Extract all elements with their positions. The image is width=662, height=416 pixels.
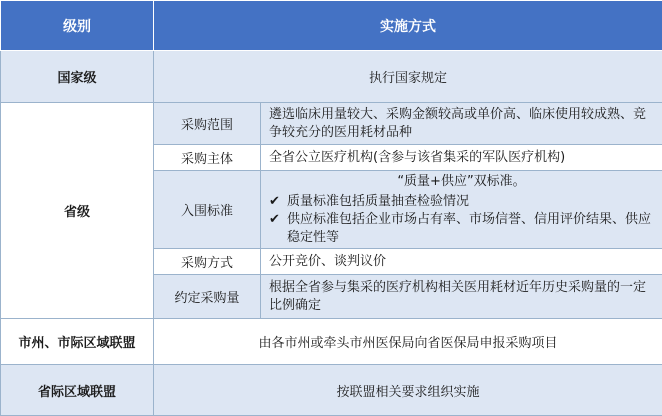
- sub-detail-criteria: [261, 171, 662, 249]
- method-city: 由各市州或牵头市州医保局向省医保局申报采购项目: [154, 319, 662, 365]
- row-provincial-scope: [1, 103, 662, 145]
- header-level: 级别: [1, 1, 154, 51]
- row-national: [1, 51, 662, 103]
- criteria-item-supply: [269, 211, 654, 247]
- sub-label-volume: 约定采购量: [154, 275, 261, 319]
- sub-detail-volume: 根据全省参与集采的医疗机构相关医用耗材近年历史采购量的一定比例确定: [261, 275, 662, 319]
- level-city: 市州、市际区域联盟: [1, 319, 154, 365]
- header-row: [1, 1, 662, 51]
- row-interprovincial: [1, 365, 662, 416]
- criteria-item-text: 供应标准包括企业市场占有率、市场信誉、信用评价结果、供应稳定性等: [287, 212, 651, 245]
- row-city: [1, 319, 662, 365]
- sub-label-scope: 采购范围: [154, 103, 261, 145]
- header-method: 实施方式: [154, 1, 662, 51]
- sub-label-buyer: 采购主体: [154, 145, 261, 171]
- criteria-lead: “质量+供应”双标准。: [269, 173, 654, 191]
- checkmark-icon: ✔: [269, 211, 280, 229]
- method-interprovincial: 按联盟相关要求组织实施: [154, 365, 662, 416]
- sub-detail-method: 公开竞价、谈判议价: [261, 249, 662, 275]
- sub-detail-scope: 遴选临床用量较大、采购金额较高或单价高、临床使用较成熟、竞争较充分的医用耗材品种: [261, 103, 662, 145]
- checkmark-icon: ✔: [269, 193, 280, 211]
- method-national: 执行国家规定: [154, 51, 662, 103]
- level-interprovincial: 省际区域联盟: [1, 365, 154, 416]
- criteria-item-text: 质量标准包括质量抽查检验情况: [287, 194, 469, 209]
- criteria-list: [269, 193, 654, 247]
- sub-detail-buyer: 全省公立医疗机构(含参与该省集采的军队医疗机构): [261, 145, 662, 171]
- sub-label-method: 采购方式: [154, 249, 261, 275]
- sub-label-criteria: 入围标准: [154, 171, 261, 249]
- criteria-item-quality: [269, 193, 654, 211]
- level-provincial: 省级: [1, 103, 154, 319]
- level-national: 国家级: [1, 51, 154, 103]
